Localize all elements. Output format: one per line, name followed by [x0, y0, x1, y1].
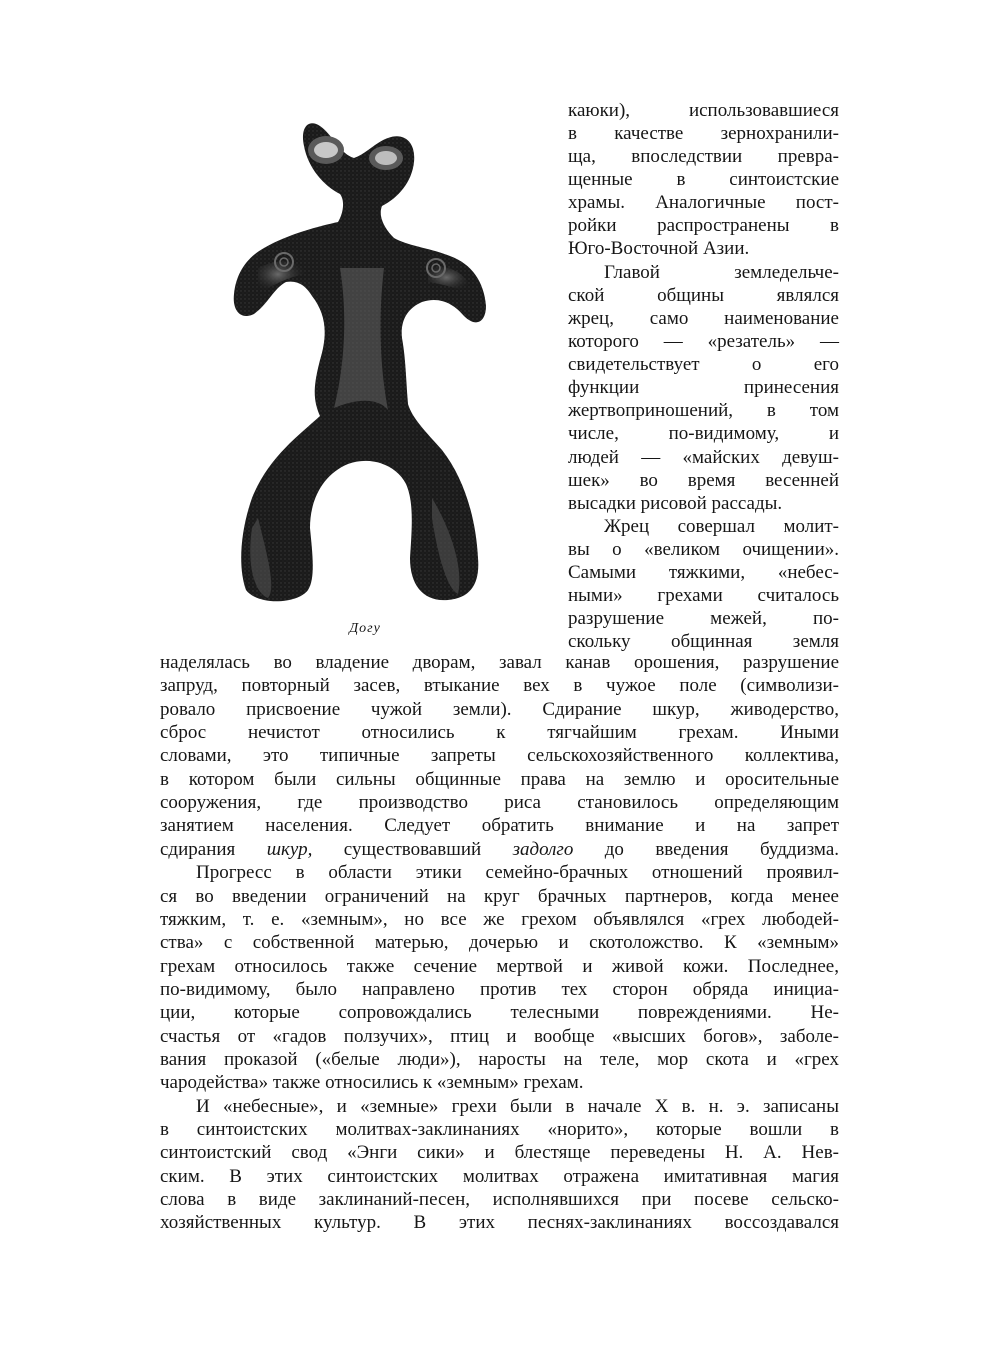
- text-line: словами, это типичные запреты сельскохозяйственного коллектива,: [160, 745, 839, 767]
- text-line: занятием населения. Следует обратить внимание и на запрет: [160, 815, 839, 837]
- text-line: функции принесения: [568, 377, 839, 398]
- text-line: грехам относилось также сечение мертвой и живой кожи. Последнее,: [160, 955, 839, 977]
- text-line: слова в виде заклинаний-песен, исполнявшихся при посеве сельско-: [160, 1189, 839, 1211]
- text-line: тяжким, т. е. «земным», но все же грехом объявлялся «грех любодей-: [160, 908, 839, 930]
- text-line: наделялась во владение дворам, завал канав орошения, разрушение: [160, 652, 839, 673]
- text-line: щенные в синтоистские: [568, 169, 839, 190]
- text-line: чародейства» также относились к «земным» грехам.: [160, 1072, 584, 1094]
- text-line: числе, по-видимому, и: [568, 423, 839, 444]
- text-line: ции, которые сопровождались телесными повреждениями. Не-: [160, 1002, 839, 1024]
- text-line: которого — «резатель» —: [568, 331, 839, 352]
- figurine-icon: [228, 98, 490, 608]
- text-line: синтоистский свод «Энги сики» и блестяще переведены Н. А. Нев-: [160, 1142, 839, 1164]
- text-line: в котором были сильны общинные права на землю и оросительные: [160, 768, 839, 790]
- text-line: ся во введении ограничений на круг брачных партнеров, когда менее: [160, 885, 839, 907]
- text-line: в качестве зернохранили-: [568, 123, 839, 144]
- text-line: свидетельствует о его: [568, 354, 839, 375]
- text-span: сдирания: [160, 838, 267, 860]
- text-span: задолго: [512, 838, 574, 860]
- text-span: существовавший: [312, 838, 513, 860]
- text-line: И «небесные», и «земные» грехи были в начале X в. н. э. записаны: [196, 1095, 839, 1117]
- text-line: хозяйственных культур. В этих песнях-заклинаниях воссоздавался: [160, 1212, 839, 1234]
- text-line: ными» грехами считалось: [568, 585, 839, 606]
- text-line: Жрец совершал молит-: [604, 516, 839, 537]
- text-line: ской общины являлся: [568, 285, 839, 306]
- text-line: разрушение межей, по-: [568, 608, 839, 629]
- text-line: сброс нечистот относились к тягчайшим грехам. Иными: [160, 722, 839, 744]
- text-line: Юго-Восточной Азии.: [568, 238, 750, 259]
- text-line: вы о «великом очищении».: [568, 539, 839, 560]
- text-line: высадки рисовой рассады.: [568, 493, 783, 514]
- dogu-figurine-image: [228, 98, 490, 608]
- text-line: Главой земледельче-: [604, 262, 839, 283]
- text-line: ровало присвоение чужой земли). Сдирание шкур, живодерство,: [160, 698, 839, 720]
- text-line: в синтоистских молитвах-заклинаниях «норито», которые вошли в: [160, 1119, 839, 1140]
- text-line: ройки распространены в: [568, 215, 839, 236]
- text-line: ства» с собственной матерью, дочерью и скотоложство. К «земным»: [160, 932, 839, 954]
- text-line: шек» во время весенней: [568, 470, 839, 491]
- text-line: скольку общинная земля: [568, 631, 839, 652]
- text-line: запруд, повторный засев, втыкание вех в чужое поле (символизи-: [160, 675, 839, 697]
- text-line: ща, впоследствии превра-: [568, 146, 839, 167]
- figure-caption: Догу: [349, 621, 381, 636]
- text-line: сооружения, где производство риса становилось определяющим: [160, 792, 839, 814]
- text-line: счастья от «гадов ползучих», птиц и вообще «высших богов», заболе-: [160, 1025, 839, 1047]
- text-line: ским. В этих синтоистских молитвах отражена имитативная магия: [160, 1165, 839, 1187]
- text-line: Прогресс в области этики семейно-брачных отношений проявил-: [196, 862, 839, 884]
- text-line: по-видимому, было направлено против тех сторон обряда инициа-: [160, 978, 839, 1000]
- text-span: шкур,: [266, 838, 313, 860]
- text-line: Самыми тяжкими, «небес-: [568, 562, 839, 583]
- text-line: [160, 839, 839, 861]
- text-line: каюки), использовавшиеся: [568, 100, 839, 121]
- text-line: жрец, само наименование: [568, 308, 839, 329]
- text-line: людей — «майских девуш-: [568, 447, 839, 468]
- text-line: храмы. Аналогичные пост-: [568, 192, 839, 213]
- text-line: жертвоприношений, в том: [568, 400, 839, 421]
- text-line: вания проказой («белые люди»), наросты на теле, мор скота и «грех: [160, 1048, 839, 1070]
- text-span: до введения буддизма.: [573, 838, 840, 860]
